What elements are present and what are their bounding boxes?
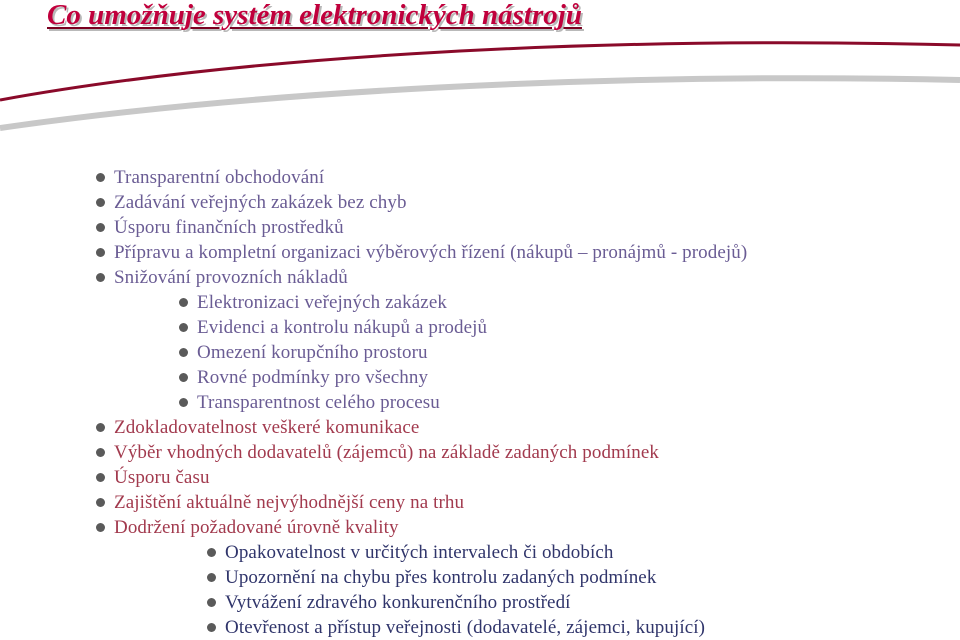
bullet-dot-icon <box>207 548 216 557</box>
list-item-text: Zadávání veřejných zakázek bez chyb <box>114 192 407 213</box>
list-item-text: Upozornění na chybu přes kontrolu zadaných podmínek <box>225 567 657 588</box>
list-item <box>0 290 960 315</box>
list-item <box>0 490 960 515</box>
list-item <box>0 540 960 565</box>
list-item-text: Zdokladovatelnost veškeré komunikace <box>114 417 420 438</box>
list-item-text: Přípravu a kompletní organizaci výběrových řízení (nákupů – pronájmů - prodejů) <box>114 242 748 263</box>
bullet-dot-icon <box>96 223 105 232</box>
list-item <box>0 415 960 440</box>
list-item <box>0 340 960 365</box>
list-item <box>0 565 960 590</box>
list-item-text: Snižování provozních nákladů <box>114 267 348 288</box>
bullet-dot-icon <box>96 198 105 207</box>
list-item-text: Elektronizaci veřejných zakázek <box>197 292 447 313</box>
list-item <box>0 590 960 615</box>
bullet-dot-icon <box>96 173 105 182</box>
bullet-dot-icon <box>96 273 105 282</box>
bullet-dot-icon <box>179 373 188 382</box>
list-item <box>0 365 960 390</box>
list-item <box>0 390 960 415</box>
list-item <box>0 440 960 465</box>
list-item <box>0 240 960 265</box>
list-item-text: Evidenci a kontrolu nákupů a prodejů <box>197 317 488 338</box>
list-item-text: Transparentní obchodování <box>114 167 325 188</box>
bullet-dot-icon <box>96 448 105 457</box>
list-item <box>0 465 960 490</box>
swoosh-dark-arc <box>0 43 960 100</box>
list-item <box>0 265 960 290</box>
bullet-dot-icon <box>179 323 188 332</box>
bullet-dot-icon <box>179 398 188 407</box>
bullet-dot-icon <box>207 598 216 607</box>
list-item-text: Úsporu finančních prostředků <box>114 217 344 238</box>
list-item <box>0 165 960 190</box>
bullet-list <box>0 165 960 640</box>
bullet-dot-icon <box>179 348 188 357</box>
list-item-text: Výběr vhodných dodavatelů (zájemců) na základě zadaných podmínek <box>114 442 660 463</box>
list-item-text: Omezení korupčního prostoru <box>197 342 428 363</box>
bullet-dot-icon <box>207 573 216 582</box>
list-item-text: Rovné podmínky pro všechny <box>197 367 429 388</box>
list-item-text: Zajištění aktuálně nejvýhodnější ceny na trhu <box>114 492 465 513</box>
list-item-text: Vytvážení zdravého konkurenčního prostředí <box>225 592 571 613</box>
list-item-text: Úsporu času <box>114 467 210 488</box>
swoosh-light-arc <box>0 78 960 128</box>
bullet-dot-icon <box>179 298 188 307</box>
list-item-text: Opakovatelnost v určitých intervalech či obdobích <box>225 542 614 563</box>
bullet-dot-icon <box>96 498 105 507</box>
bullet-dot-icon <box>96 523 105 532</box>
list-item <box>0 615 960 640</box>
bullet-dot-icon <box>96 473 105 482</box>
list-item-text: Dodržení požadované úrovně kvality <box>114 517 399 538</box>
list-item <box>0 215 960 240</box>
list-item <box>0 515 960 540</box>
list-item <box>0 315 960 340</box>
list-item-text: Otevřenost a přístup veřejnosti (dodavatelé, zájemci, kupující) <box>225 617 706 638</box>
page-title: Co umožňuje systém elektronických nástrojů <box>47 0 582 31</box>
bullet-dot-icon <box>96 248 105 257</box>
bullet-dot-icon <box>96 423 105 432</box>
bullet-dot-icon <box>207 623 216 632</box>
list-item <box>0 190 960 215</box>
list-item-text: Transparentnost celého procesu <box>197 392 440 413</box>
